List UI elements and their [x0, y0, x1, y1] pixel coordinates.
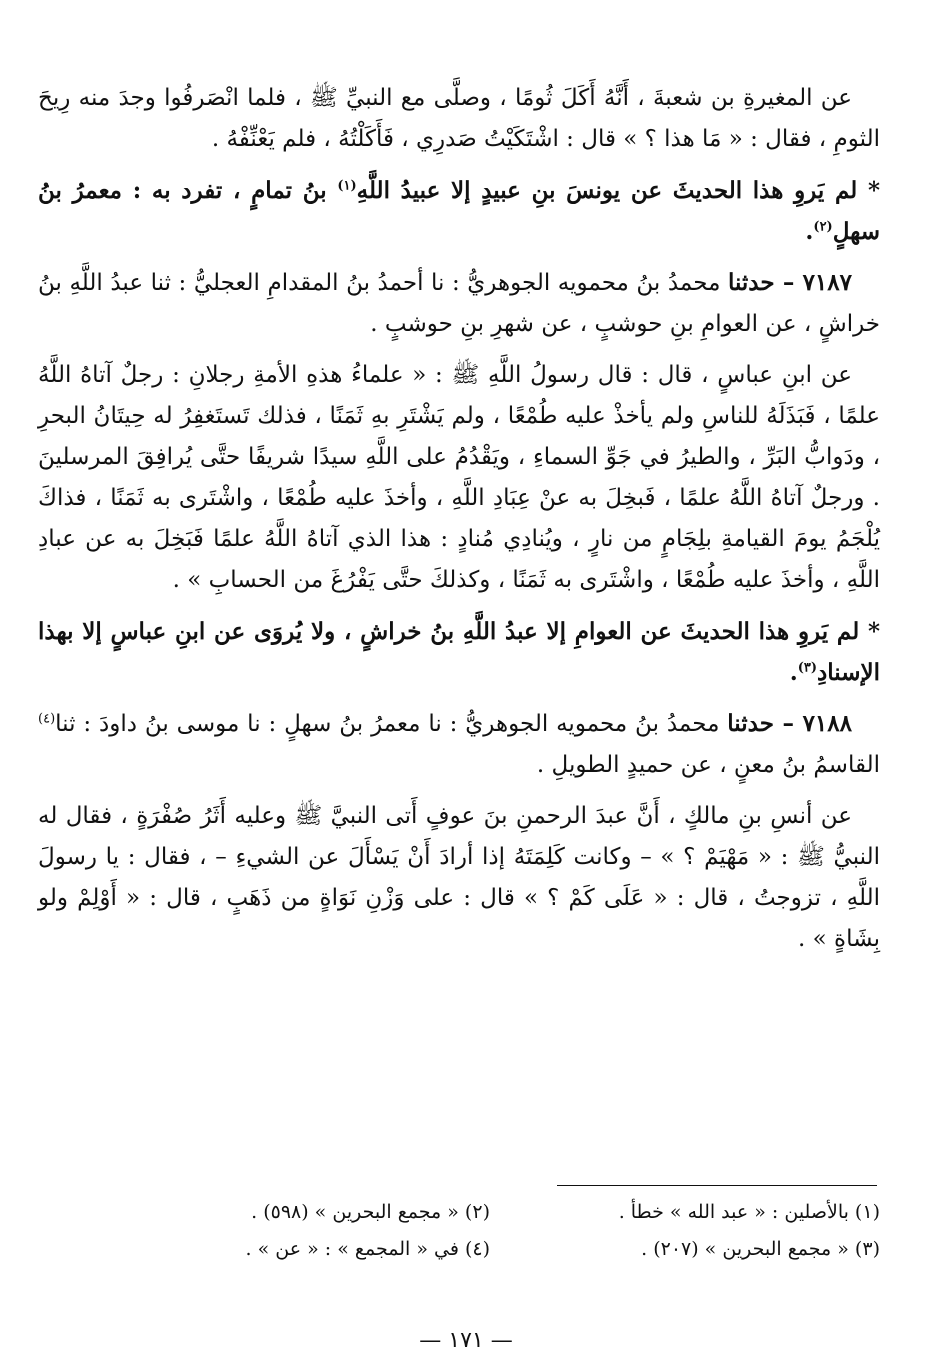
- footnote-row: [100, 1230, 880, 1267]
- page-body: [38, 78, 880, 970]
- hadith-text-body: عن المغيرةِ بن شعبةَ ، أَنَّهُ أَكَلَ ثُومًا ، وصلَّى مع النبيِّ ﷺ ، فلما انْصَرفُوا وجدَ منه رِيحَ الثومِ ، فقال : « مَا هذا ؟ » قال : اشْتَكَيْتُ صَدرِي ، فَأَكَلْتُهُ ، فلم يَعْنِّفْهُ .: [38, 85, 880, 152]
- commentary-text: بنُ تمامٍ ، تفرد به : معمرُ بنُ سهلٍ: [38, 177, 880, 245]
- isnad-text: محمدُ بنُ محمويه الجوهريُّ : نا أحمدُ بنُ المقدامِ العجليُّ : ثنا عبدُ اللَّهِ بنُ خراشٍ ، عن العوامِ بنِ حوشبٍ ، عن شهرِ بنِ حوشبٍ .: [38, 270, 880, 337]
- hadith-number: ٧١٨٨: [802, 710, 852, 737]
- page-number: — ١٧١ —: [419, 1328, 513, 1353]
- footnote-ref: (٣): [797, 660, 818, 676]
- footnotes: [100, 1193, 880, 1267]
- isnad-lead: – حدثنا: [727, 710, 803, 737]
- commentary-text: .: [789, 659, 798, 686]
- isnad-chain: [38, 262, 880, 345]
- footnote: (٢) « مجمع البحرين » (٥٩٨) .: [251, 1200, 490, 1223]
- footnote-ref: (٤): [38, 711, 56, 727]
- footnote-ref: (١): [337, 178, 357, 194]
- commentary-text: * لم يَروِ هذا الحديثَ عن يونسَ بنِ عبيدٍ إلا عبيدُ اللَّهِ: [356, 177, 880, 204]
- hadith-number: ٧١٨٧: [802, 269, 852, 296]
- hadith-text: [38, 796, 880, 960]
- isnad-text: القاسمُ بنُ معنٍ ، عن حميدٍ الطويلِ .: [536, 752, 880, 778]
- isnad-text: محمدُ بنُ محمويه الجوهريُّ : نا معمرُ بنُ سهلٍ : نا موسى بنُ داودَ : ثنا: [55, 711, 728, 737]
- isnad-lead: – حدثنا: [727, 269, 803, 296]
- hadith-text: [38, 355, 880, 601]
- commentary-text: .: [805, 218, 814, 245]
- footnote: (٤) في « المجمع » : « عن » .: [245, 1237, 490, 1260]
- hadith-text-body: عن ابنِ عباسٍ ، قال : قال رسولُ اللَّهِ ﷺ : « علماءُ هذهِ الأمةِ رجلانِ : رجلٌ آتاهُ اللَّهُ علمًا ، فَبَذَلَهُ للناسِ ولم يأخذْ عليه طُمْعًا ، ولم يَشْتَرِ بهِ ثَمَنًا ، فذلك تَستَغفِرُ له حِيتَانُ البحرِ ، ودَوابُّ البَرِّ ، والطيرُ في جَوِّ السماءِ ، ويَقْدُمُ على اللَّهِ سيدًا شريفًا حتَّى يُرافِقَ المرسلينَ . ورجلٌ آتاهُ اللَّهُ علمًا ، فَبخِلَ به عنْ عِبَادِ اللَّهِ ، وأخذَ عليه طُمْعًا ، واشْتَرى به ثَمَنًا ، فذاكَ يُلْجَمُ يومَ القيامةِ بلِجَامٍ من نارٍ ، ويُنادِي مُنادٍ : هذا الذي آتاهُ اللَّهُ علمًا فَبَخِلَ به عن عبادِ اللَّهِ ، وأخذَ عليه طُمْعًا ، واشْتَرى به ثَمَنًا ، وكذلكَ حتَّى يَفْرُغَ من الحسابِ » .: [38, 362, 880, 593]
- footnote: (٣) « مجمع البحرين » (٢٠٧) .: [641, 1237, 880, 1260]
- footnote-row: [100, 1193, 880, 1230]
- commentary-text: * لم يَروِ هذا الحديثَ عن العوامِ إلا عبدُ اللَّهِ بنُ خراشٍ ، ولا يُروَى عن ابنِ عباسٍ إلا بهذا الإسنادِ: [38, 618, 880, 686]
- footnote-separator: [557, 1185, 877, 1186]
- hadith-text-body: عن أنسِ بنِ مالكٍ ، أَنَّ عبدَ الرحمنِ بنَ عوفٍ أَتى النبيَّ ﷺ وعليه أَثَرُ صُفْرَةٍ ، فقال له النبيُّ ﷺ : « مَهْيَمْ ؟ » – وكانت كَلِمَتَهُ إذا أرادَ أَنْ يَسْأَلَ عن الشيءِ – ، فقال : يا رسولَ اللَّهِ ، تزوجتُ ، قال : « عَلَى كَمْ ؟ » قال : على وَزْنِ نَوَاةٍ من ذَهَبٍ ، قال : « أَوْلِمْ ولو بِشَاةٍ » .: [38, 803, 880, 952]
- isnad-chain: [38, 703, 880, 786]
- commentary-note: [38, 611, 880, 693]
- commentary-note: [38, 170, 880, 252]
- footnote-ref: (٢): [813, 219, 833, 235]
- hadith-text: [38, 78, 880, 160]
- footnote: (١) بالأصلين : « عبد الله » خطأ .: [618, 1200, 880, 1223]
